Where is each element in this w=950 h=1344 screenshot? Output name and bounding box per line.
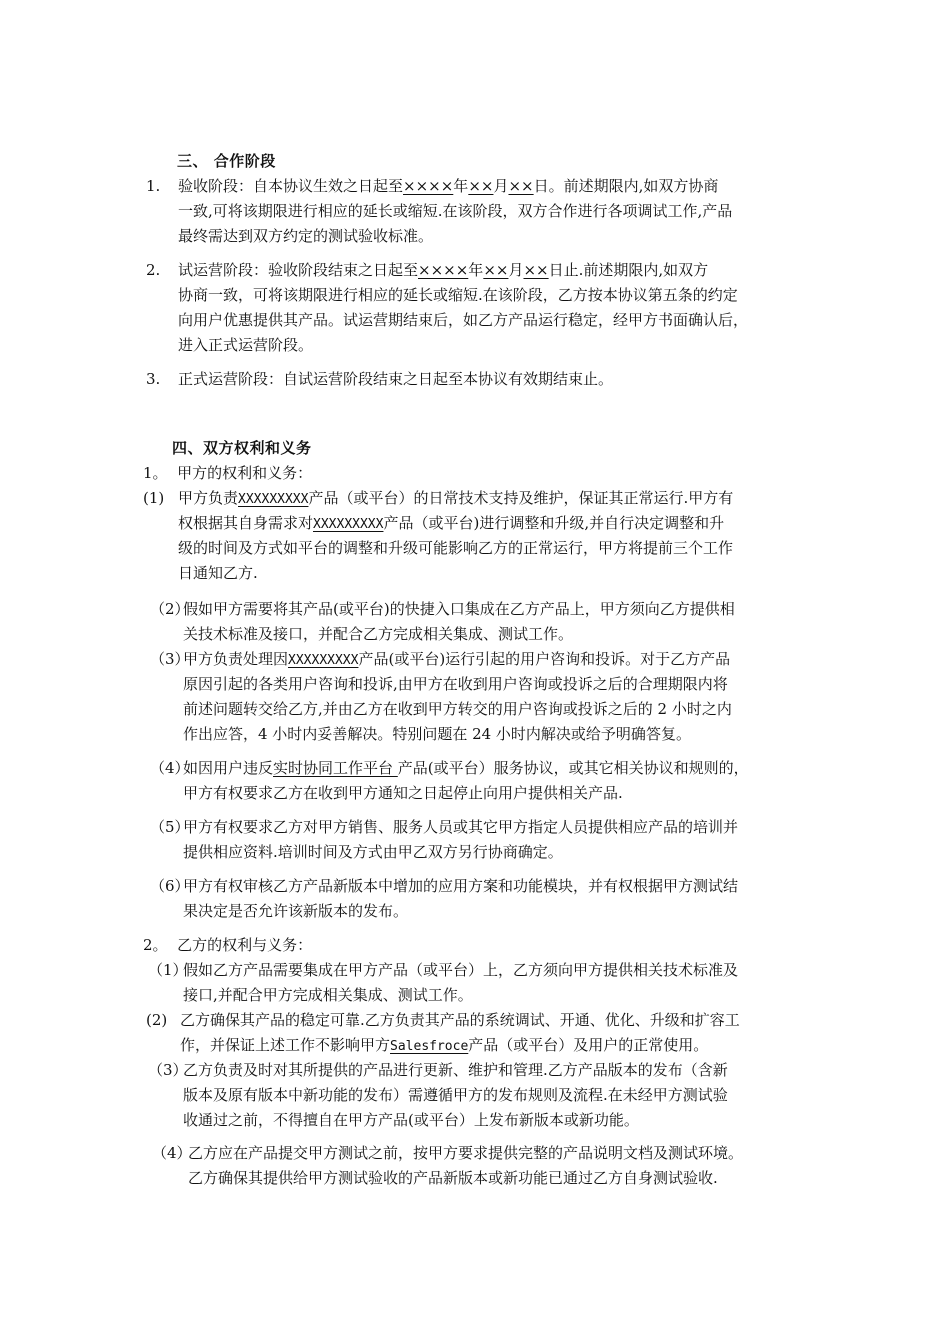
item-line [188, 1141, 743, 1166]
underlined-field: XXXXXXXXX [238, 492, 309, 507]
underlined-field: XXXXXXXXX [313, 517, 384, 532]
text-run: 权根据其自身需求对 [178, 514, 314, 532]
text-run: 甲方有权审核乙方产品新版本中增加的应用方案和功能模块，并有权根据甲方测试结 [183, 877, 739, 895]
text-run: 产品（或平台)进行调整和升级,并自行决定调整和升 [383, 514, 725, 532]
item-line [183, 697, 732, 722]
item-number: （1） [148, 961, 188, 979]
item-line [178, 283, 738, 308]
text-run: 试运营阶段：验收阶段结束之日起至 [178, 261, 419, 279]
section-3-title: 三、 合作阶段 [177, 152, 276, 170]
item-line [183, 781, 623, 806]
item-number: 2. [146, 261, 161, 279]
underlined-field: 实时协同工作平台 [273, 759, 398, 777]
item-line [188, 1166, 718, 1191]
item-line [183, 899, 408, 924]
item-line [183, 622, 573, 647]
item-line [183, 672, 728, 697]
item-line [178, 308, 748, 333]
item-line [178, 258, 708, 283]
underlined-field: ×× [523, 261, 549, 279]
text-run: 协商一致，可将该期限进行相应的延长或缩短.在该阶段，乙方按本协议第五条的约定 [178, 286, 738, 304]
item-line [183, 1108, 639, 1133]
item-line [178, 536, 733, 561]
item-number: （6） [150, 877, 190, 895]
item-number: （3） [148, 1061, 188, 1079]
item-number: （3） [150, 650, 190, 668]
text-run: 日通知乙方. [178, 564, 258, 582]
item-number: （4） [152, 1144, 192, 1162]
text-run: 乙方应在产品提交甲方测试之前，按甲方要求提供完整的产品说明文档及测试环境。 [188, 1144, 744, 1162]
text-run: 乙方确保其提供给甲方测试验收的产品新版本或新功能已通过乙方自身测试验收. [188, 1169, 718, 1187]
item-number: （5） [150, 818, 190, 836]
item-line [183, 1083, 728, 1108]
text-run: 正式运营阶段：自试运营阶段结束之日起至本协议有效期结束止。 [178, 370, 614, 388]
text-run: 向用户优惠提供其产品。试运营期结束后，如乙方产品运行稳定，经甲方书面确认后， [178, 311, 749, 329]
item-line [183, 874, 738, 899]
underlined-field: ×××× [418, 261, 469, 279]
text-run: 收通过之前，不得擅自在甲方产品(或平台）上发布新版本或新功能。 [183, 1111, 639, 1129]
text-run: 甲方负责处理因 [183, 650, 289, 668]
item-line [178, 199, 732, 224]
underlined-field: ×× [468, 177, 494, 195]
item-line [178, 486, 733, 512]
text-run: 产品（或平台）及用户的正常使用。 [468, 1036, 709, 1054]
text-run: 版本及原有版本中新功能的发布）需遵循甲方的发布规则及流程.在未经甲方测试验 [183, 1086, 728, 1104]
party-a-label: 1。 甲方的权利和义务： [143, 464, 313, 482]
item-line [178, 367, 613, 392]
underlined-field: ×× [508, 177, 534, 195]
item-line [183, 597, 735, 622]
item-number: 3. [146, 370, 161, 388]
text-run: 产品(或平台）服务协议，或其它相关协议和规则的， [397, 759, 749, 777]
item-line [183, 756, 749, 781]
underlined-field: XXXXXXXXX [288, 653, 359, 668]
text-run: 一致,可将该期限进行相应的延长或缩短.在该阶段，双方合作进行各项调试工作,产品 [178, 202, 733, 220]
item-line [180, 1008, 740, 1033]
item-number: (1) [143, 489, 165, 507]
item-line [183, 983, 473, 1008]
text-run: 验收阶段：自本协议生效之日起至 [178, 177, 404, 195]
item-number: （4） [150, 759, 190, 777]
party-b-label: 2。 乙方的权利与义务： [143, 936, 313, 954]
item-number: 1. [146, 177, 161, 195]
item-line [183, 815, 738, 840]
text-run: 月 [493, 177, 509, 195]
text-run: 关技术标准及接口，并配合乙方完成相关集成、测试工作。 [183, 625, 574, 643]
text-run: 月 [508, 261, 524, 279]
text-run: 如因用户违反 [183, 759, 274, 777]
text-run: 乙方负责及时对其所提供的产品进行更新、维护和管理.乙方产品版本的发布（含新 [183, 1061, 728, 1079]
item-line [178, 333, 313, 358]
item-line [178, 511, 724, 537]
text-run: 乙方确保其产品的稳定可靠.乙方负责其产品的系统调试、开通、优化、升级和扩容工 [180, 1011, 740, 1029]
text-run: 进入正式运营阶段。 [178, 336, 314, 354]
text-run: 果决定是否允许该新版本的发布。 [183, 902, 409, 920]
text-run: 甲方有权要求乙方对甲方销售、服务人员或其它甲方指定人员提供相应产品的培训并 [183, 818, 739, 836]
text-run: 日。前述期限内,如双方协商 [533, 177, 719, 195]
text-run: 接口,并配合甲方完成相关集成、测试工作。 [183, 986, 473, 1004]
item-number: （2） [150, 600, 190, 618]
text-run: 产品（或平台）的日常技术支持及维护，保证其正常运行.甲方有 [308, 489, 734, 507]
section-4-title: 四、双方权利和义务 [172, 439, 312, 457]
underlined-field: Salesfroce [390, 1039, 469, 1054]
item-line [178, 224, 433, 249]
text-run: 甲方有权要求乙方在收到甲方通知之日起停止向用户提供相关产品. [183, 784, 623, 802]
item-line [178, 174, 718, 199]
underlined-field: ×××× [403, 177, 454, 195]
item-line [183, 958, 738, 983]
text-run: 假如甲方需要将其产品(或平台)的快捷入口集成在乙方产品上，甲方须向乙方提供相 [183, 600, 735, 618]
text-run: 产品(或平台)运行引起的用户咨询和投诉。对于乙方产品 [358, 650, 731, 668]
text-run: 年 [468, 261, 484, 279]
text-run: 原因引起的各类用户咨询和投诉,由甲方在收到用户咨询或投诉之后的合理期限内将 [183, 675, 728, 693]
text-run: 甲方负责 [178, 489, 239, 507]
text-run: 假如乙方产品需要集成在甲方产品（或平台）上，乙方须向甲方提供相关技术标准及 [183, 961, 739, 979]
text-run: 作出应答，4 小时内妥善解决。特别问题在 24 小时内解决或给予明确答复。 [183, 725, 691, 743]
text-run: 最终需达到双方约定的测试验收标准。 [178, 227, 434, 245]
item-number: (2) [146, 1011, 168, 1029]
item-line [180, 1033, 708, 1059]
item-line [178, 561, 258, 586]
text-run: 日止.前述期限内,如双方 [548, 261, 709, 279]
item-line [183, 840, 563, 865]
item-line [183, 647, 730, 673]
text-run: 级的时间及方式如平台的调整和升级可能影响乙方的正常运行，甲方将提前三个工作 [178, 539, 734, 557]
text-run: 作，并保证上述工作不影响甲方 [180, 1036, 391, 1054]
item-line [183, 722, 691, 747]
item-line [183, 1058, 728, 1083]
underlined-field: ×× [483, 261, 509, 279]
text-run: 年 [453, 177, 469, 195]
text-run: 提供相应资料.培训时间及方式由甲乙双方另行协商确定。 [183, 843, 563, 861]
text-run: 前述问题转交给乙方,并由乙方在收到甲方转交的用户咨询或投诉之后的 2 小时之内 [183, 700, 732, 718]
